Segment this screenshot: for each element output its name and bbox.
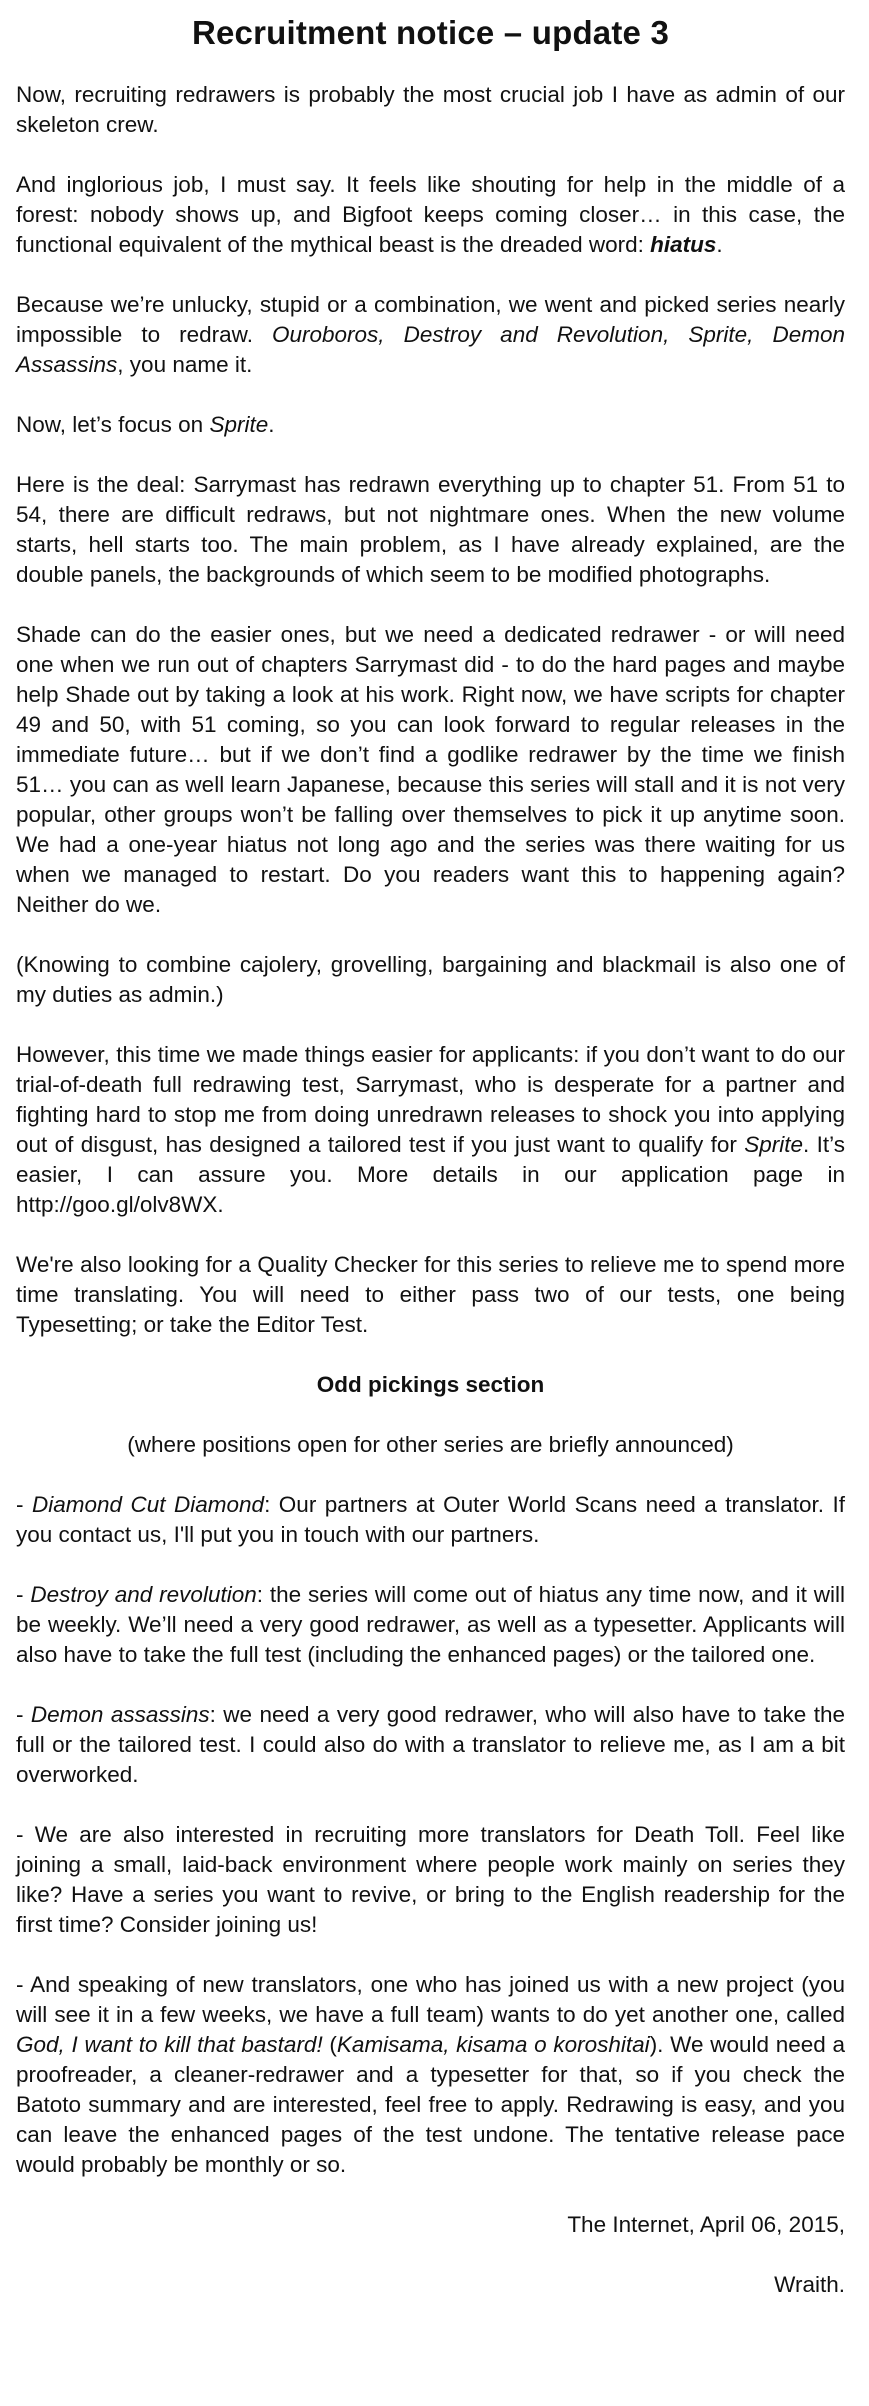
signature-place-date-text: The Internet, April 06, 2015, [567, 2212, 845, 2237]
paragraph-inglorious [16, 170, 845, 260]
hiatus-emphasis: hiatus [650, 232, 717, 257]
paragraph-focus-sprite [16, 410, 845, 440]
list-item-destroy-and-revolution [16, 1580, 845, 1670]
list-item-death-toll [16, 1820, 845, 1940]
paragraph-quality-checker-text: We're also looking for a Quality Checker for this series to relieve me to spend more time translating. You will need to either pass two of our tests, one being Typesetting; or take the Editor Test. [16, 1252, 845, 1337]
series-sprite-2: Sprite [744, 1132, 804, 1157]
section-heading-text: Odd pickings section [316, 1372, 545, 1397]
section-subheading-text: (where positions open for other series are briefly announced) [127, 1432, 734, 1457]
series-romaji-title: Kamisama, kisama o koroshitai [336, 2032, 650, 2057]
list-item-series: Diamond Cut Diamond [31, 1492, 265, 1517]
series-title-god-i-want: God, I want to kill that bastard! [16, 2032, 323, 2057]
list-item-demon-assassins [16, 1700, 845, 1790]
list-item-middle: ( [322, 2032, 337, 2057]
paragraph-series-list [16, 290, 845, 380]
series-names: Ouroboros, Destroy and Revolution, Sprite, Demon Assassins [16, 322, 845, 377]
paragraph-focus-end: . [268, 412, 275, 437]
list-item-end: ). We would need a proofreader, a cleaner-redrawer and a typesetter for that, so if you check the Batoto summary and are interested, feel free to apply. Redrawing is easy, and you can leave the enhanced pages of the test undone. The tentative release pace would probably be monthly or so. [16, 2032, 845, 2177]
paragraph-applicants-text: However, this time we made things easier for applicants: if you don’t want to do our trial-of-death full redrawing test, Sarrymast, who is desperate for a partner and fighting hard to stop me from doing unredrawn releases to shock you into applying out of disgust, has designed a tailored test if you just want to qualify for [16, 1042, 845, 1157]
paragraph-cajolery [16, 950, 845, 1010]
section-heading [16, 1370, 845, 1400]
signature-place-date [16, 2210, 845, 2240]
list-item-text: : Our partners at Outer World Scans need a translator. If you contact us, I'll put you in touch with our partners. [16, 1492, 845, 1547]
paragraph-deal [16, 470, 845, 590]
paragraph-shade [16, 620, 845, 920]
list-item-text: - And speaking of new translators, one who has joined us with a new project (you will see it in a few weeks, we have a full team) wants to do yet another one, called [16, 1972, 845, 2027]
paragraph-series-list-text: Because we’re unlucky, stupid or a combination, we went and picked series nearly impossible to redraw. [16, 292, 845, 347]
paragraph-deal-text: Here is the deal: Sarrymast has redrawn everything up to chapter 51. From 51 to 54, there are difficult redraws, but not nightmare ones. When the new volume starts, hell starts too. The main problem, as I have already explained, are the double panels, the backgrounds of which seem to be modified photographs. [16, 472, 845, 587]
paragraph-focus-text: Now, let’s focus on [16, 412, 210, 437]
signature-name-text: Wraith. [774, 2272, 845, 2297]
list-item-series: Demon assassins [30, 1702, 210, 1727]
paragraph-series-list-end: , you name it. [117, 352, 253, 377]
list-item-text: : the series will come out of hiatus any time now, and it will be weekly. We’ll need a very good redrawer, as well as a typesetter. Applicants will also have to take the full test (including the enhanced pages) or the tailored one. [16, 1582, 846, 1667]
list-item-prefix: - [16, 1582, 31, 1607]
series-sprite: Sprite [209, 412, 269, 437]
paragraph-inglorious-text: And inglorious job, I must say. It feels like shouting for help in the middle of a forest: nobody shows up, and Bigfoot keeps coming closer… in this case, the functional equivalent of the mythical beast is the dreaded word: [16, 172, 845, 257]
paragraph-cajolery-text: (Knowing to combine cajolery, grovelling, bargaining and blackmail is also one of my duties as admin.) [16, 952, 845, 1007]
list-item-prefix: - [16, 1702, 31, 1727]
paragraph-quality-checker [16, 1250, 845, 1340]
signature-name [16, 2270, 845, 2300]
paragraph-applicants [16, 1040, 845, 1220]
paragraph-intro [16, 80, 845, 140]
list-item-diamond-cut-diamond [16, 1490, 845, 1550]
page-title: Recruitment notice – update 3 [191, 14, 670, 51]
list-item-text: - We are also interested in recruiting more translators for Death Toll. Feel like joining a small, laid-back environment where people work mainly on series they like? Have a series you want to revive, or bring to the English readership for the first time? Consider joining us! [16, 1822, 845, 1937]
list-item-prefix: - [16, 1492, 32, 1517]
paragraph-shade-text: Shade can do the easier ones, but we need a dedicated redrawer - or will need one when we run out of chapters Sarrymast did - to do the hard pages and maybe help Shade out by taking a look at his work. Right now, we have scripts for chapter 49 and 50, with 51 coming, so you can look forward to regular releases in the immediate future… but if we don’t find a godlike redrawer by the time we finish 51… you can as well learn Japanese, because this series will stall and it is not very popular, other groups won’t be falling over themselves to pick it up anytime soon. We had a one-year hiatus not long ago and the series was there waiting for us when we managed to restart. Do you readers want this to happening again? Neither do we. [16, 622, 845, 917]
paragraph-inglorious-end: . [716, 232, 723, 257]
list-item-new-project [16, 1970, 845, 2180]
paragraph-intro-text: Now, recruiting redrawers is probably the most crucial job I have as admin of our skeleton crew. [16, 82, 845, 137]
list-item-series: Destroy and revolution [30, 1582, 257, 1607]
list-item-text: : we need a very good redrawer, who will also have to take the full or the tailored test. I could also do with a translator to relieve me, as I am a bit overworked. [16, 1702, 845, 1787]
section-subheading [16, 1430, 845, 1460]
paragraph-applicants-end: . It’s easier, I can assure you. More details in our application page in http://goo.gl/olv8WX. [16, 1132, 845, 1217]
